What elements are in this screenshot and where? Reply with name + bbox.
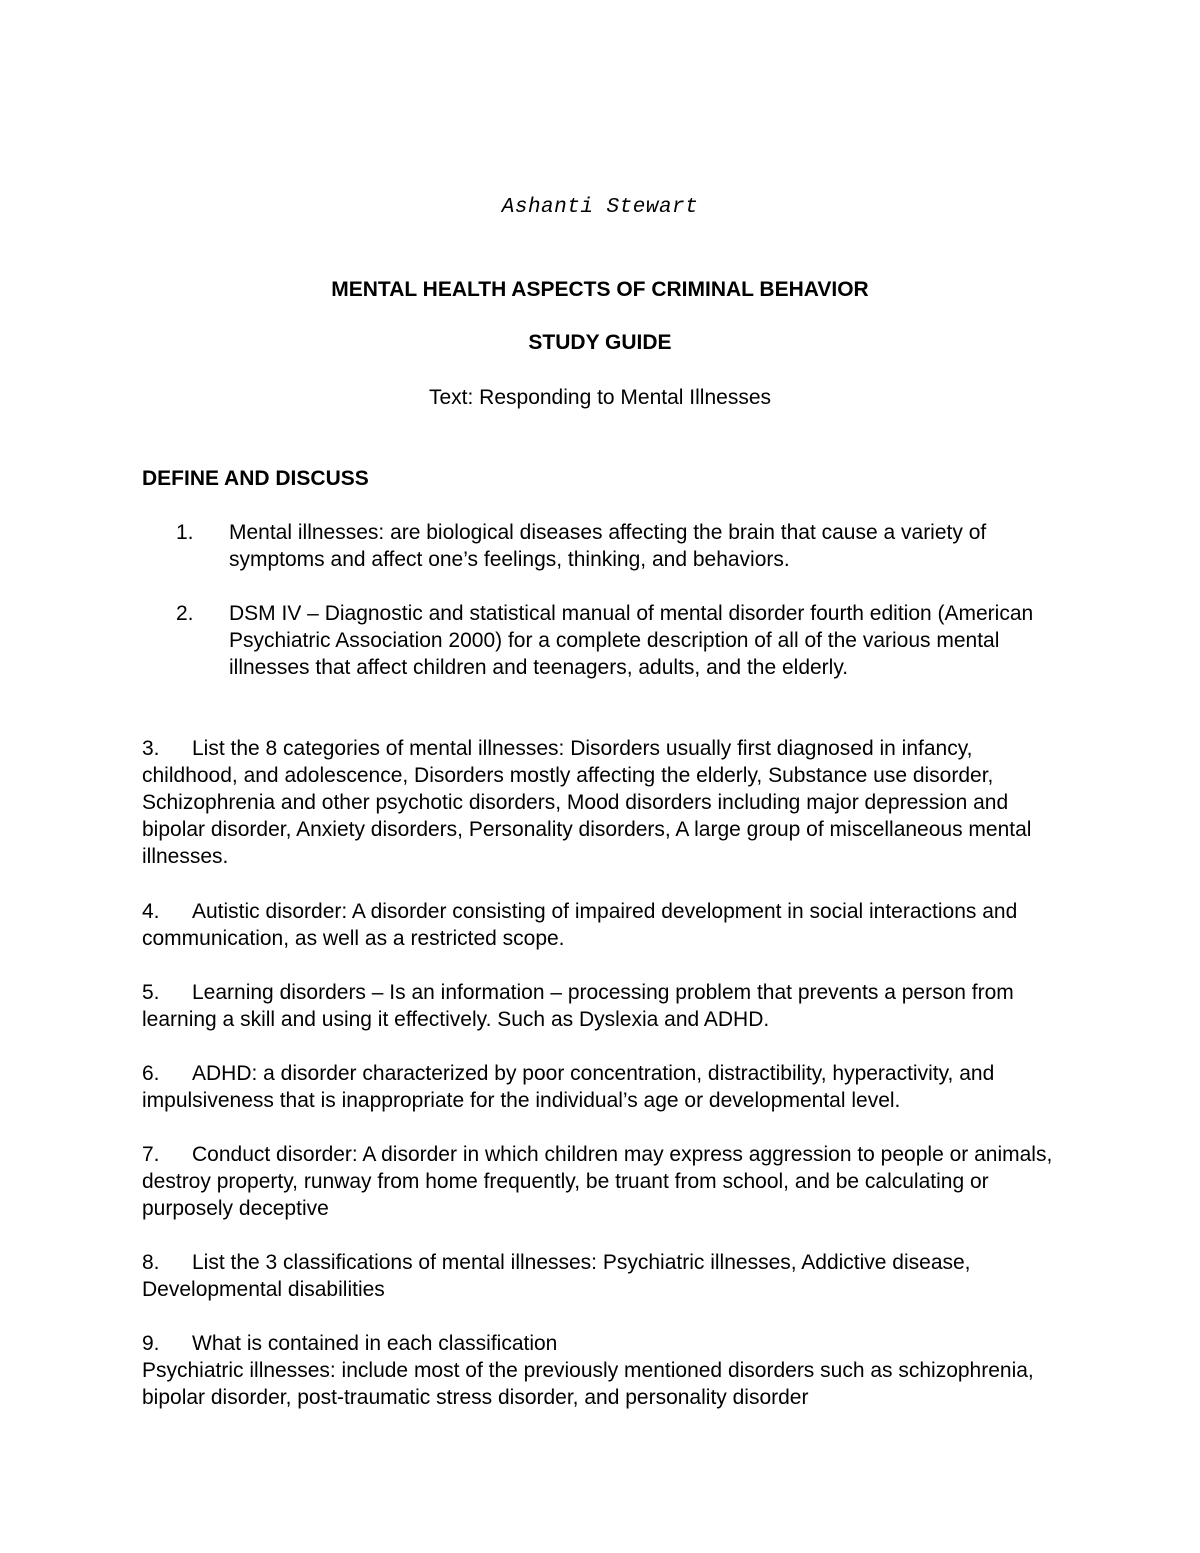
item-text: List the 8 categories of mental illnesses: Disorders usually first diagnosed in infancy, childhood, and adolescence, Disorders mostly affecting the elderly, Substance use disorder, Schizophrenia and other psychotic disorders, Mood disorders including major depression and bipolar disorder, Anxiety disorders, Personality disorders, A large group of miscellaneous mental illnesses.	[142, 737, 1032, 868]
text-reference: Text: Responding to Mental Illnesses	[428, 386, 772, 409]
list-item	[142, 979, 1062, 1033]
list-item	[142, 1330, 1062, 1411]
item-text: List the 3 classifications of mental illnesses: Psychiatric illnesses, Addictive disease, Developmental disabilities	[142, 1251, 971, 1301]
item-text: DSM IV – Diagnostic and statistical manual of mental disorder fourth edition (American Psychiatric Association 2000) for a complete description of all of the various mental illnesses that affect children and teenagers, adults, and the elderly.	[229, 602, 1034, 679]
item-number: 7.	[142, 1143, 160, 1166]
item-text: Learning disorders – Is an information – processing problem that prevents a person from learning a skill and using it effectively. Such as Dyslexia and ADHD.	[142, 981, 1014, 1031]
document-title: MENTAL HEALTH ASPECTS OF CRIMINAL BEHAVIOR	[331, 278, 869, 301]
item-number: 5.	[142, 981, 160, 1004]
item-number: 1.	[176, 521, 194, 544]
item-text: Conduct disorder: A disorder in which children may express aggression to people or animals, destroy property, runway from home frequently, be truant from school, and be calculating or purposely deceptive	[142, 1143, 1053, 1220]
list-item	[142, 898, 1062, 952]
list-item	[142, 1249, 1062, 1303]
list-item	[142, 600, 1062, 681]
document-subtitle: STUDY GUIDE	[528, 331, 672, 354]
item-number: 8.	[142, 1251, 160, 1274]
author-name: Ashanti Stewart	[501, 196, 699, 219]
list-item	[142, 1060, 1062, 1114]
item-number: 9.	[142, 1332, 160, 1355]
list-item	[142, 519, 1062, 573]
item-number: 4.	[142, 900, 160, 923]
list-item	[142, 735, 1062, 870]
item-number: 6.	[142, 1062, 160, 1085]
item-text: ADHD: a disorder characterized by poor concentration, distractibility, hyperactivity, and impulsiveness that is inappropriate for the individual’s age or developmental level.	[142, 1062, 995, 1112]
section-heading: DEFINE AND DISCUSS	[142, 467, 369, 490]
item-continuation: Psychiatric illnesses: include most of the previously mentioned disorders such as schizophrenia, bipolar disorder, post-traumatic stress disorder, and personality disorder	[142, 1359, 1034, 1409]
list-item	[142, 1141, 1062, 1222]
item-text: Mental illnesses: are biological diseases affecting the brain that cause a variety of symptoms and affect one’s feelings, thinking, and behaviors.	[229, 521, 987, 571]
item-text: What is contained in each classification	[192, 1332, 558, 1355]
item-number: 3.	[142, 737, 160, 760]
item-text: Autistic disorder: A disorder consisting of impaired development in social interactions and communication, as well as a restricted scope.	[142, 900, 1018, 950]
item-number: 2.	[176, 602, 194, 625]
